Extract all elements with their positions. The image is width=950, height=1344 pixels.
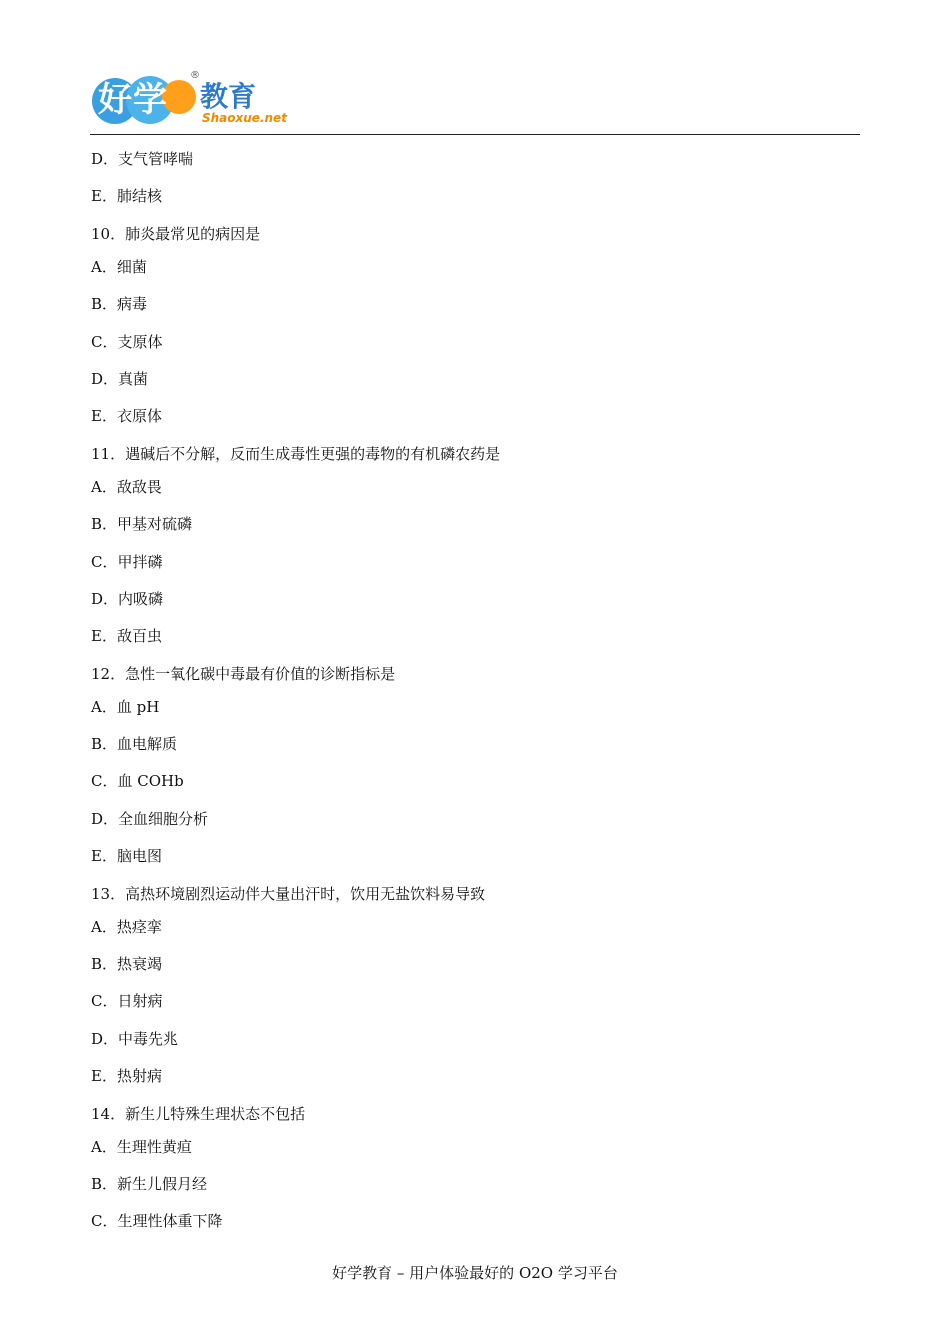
question-row	[91, 663, 861, 696]
question-text: 14．新生儿特殊生理状态不包括	[91, 1104, 306, 1123]
answer-option-text: A．热痉挛	[91, 917, 162, 936]
answer-option-row	[91, 845, 861, 882]
answer-option-row	[91, 476, 861, 513]
answer-option-text: E．肺结核	[91, 187, 162, 206]
answer-option-text: D．内吸磷	[91, 589, 164, 608]
answer-option-row	[91, 696, 861, 733]
question-text: 10．肺炎最常见的病因是	[91, 224, 261, 243]
answer-option-row	[91, 1028, 861, 1065]
answer-option-row	[91, 513, 861, 550]
answer-option-text: E．衣原体	[91, 407, 162, 426]
answer-option-text: A．生理性黄疸	[91, 1137, 192, 1156]
answer-option-text: E．热射病	[91, 1067, 162, 1086]
answer-option-text: A．细菌	[91, 257, 147, 276]
answer-option-row	[91, 185, 861, 222]
answer-option-row	[91, 405, 861, 442]
answer-option-text: D．真菌	[91, 369, 149, 388]
answer-option-text: B．血电解质	[91, 735, 178, 754]
question-text: 13．高热环境剧烈运动伴大量出汗时，饮用无盐饮料易导致	[91, 884, 486, 903]
answer-option-text: E．脑电图	[91, 847, 162, 866]
question-text: 12．急性一氧化碳中毒最有价值的诊断指标是	[91, 664, 396, 683]
logo-secondary-text: 教育	[200, 80, 257, 113]
answer-option-text: D．全血细胞分析	[91, 809, 209, 828]
answer-option-row	[91, 808, 861, 845]
answer-option-row	[91, 293, 861, 330]
answer-option-text: C．支原体	[91, 332, 163, 351]
answer-option-text: B．病毒	[91, 295, 148, 314]
answer-option-row	[91, 551, 861, 588]
question-text: 11．遇碱后不分解，反而生成毒性更强的毒物的有机磷农药是	[91, 444, 501, 463]
answer-option-row	[91, 953, 861, 990]
answer-option-row	[91, 990, 861, 1027]
answer-option-text: C．生理性体重下降	[91, 1212, 223, 1231]
answer-option-row	[91, 331, 861, 368]
page-footer: 好学教育 – 用户体验最好的 O2O 学习平台	[332, 1264, 618, 1282]
answer-option-text: B．热衰竭	[91, 955, 163, 974]
answer-option-row	[91, 588, 861, 625]
answer-option-text: D．支气管哮喘	[91, 150, 194, 168]
answer-option-text: C．血 COHb	[91, 772, 184, 791]
answer-option-row	[91, 1173, 861, 1210]
answer-option-row	[91, 770, 861, 807]
answer-option-text: B．新生儿假月经	[91, 1174, 208, 1193]
answer-option-text: B．甲基对硫磷	[91, 515, 193, 534]
header-divider	[90, 134, 860, 135]
answer-option-text: E．敌百虫	[91, 627, 162, 646]
answer-option-row	[91, 1065, 861, 1102]
answer-option-row	[91, 1136, 861, 1173]
answer-option-row	[91, 368, 861, 405]
answer-option-row	[91, 916, 861, 953]
question-row	[91, 883, 861, 916]
answer-option-text: D．中毒先兆	[91, 1029, 179, 1048]
answer-option-text: A．血 pH	[91, 697, 160, 716]
answer-option-text: C．甲拌磷	[91, 552, 163, 571]
question-row	[91, 223, 861, 256]
logo-url-text: Shaoxue.net	[202, 111, 287, 125]
question-row	[91, 443, 861, 476]
answer-option-row	[91, 733, 861, 770]
answer-option-row	[91, 148, 861, 185]
answer-option-row	[91, 256, 861, 293]
answer-option-row	[91, 625, 861, 662]
answer-option-row	[91, 1210, 861, 1247]
shaoxue-logo	[92, 66, 292, 132]
question-row	[91, 1103, 861, 1136]
logo-main-text: 好学	[98, 80, 168, 120]
answer-option-text: A．敌敌畏	[91, 477, 162, 496]
answer-option-text: C．日射病	[91, 992, 163, 1011]
page-header	[90, 66, 860, 136]
exam-content	[91, 148, 861, 1248]
logo-registered-mark: ®	[190, 70, 200, 81]
